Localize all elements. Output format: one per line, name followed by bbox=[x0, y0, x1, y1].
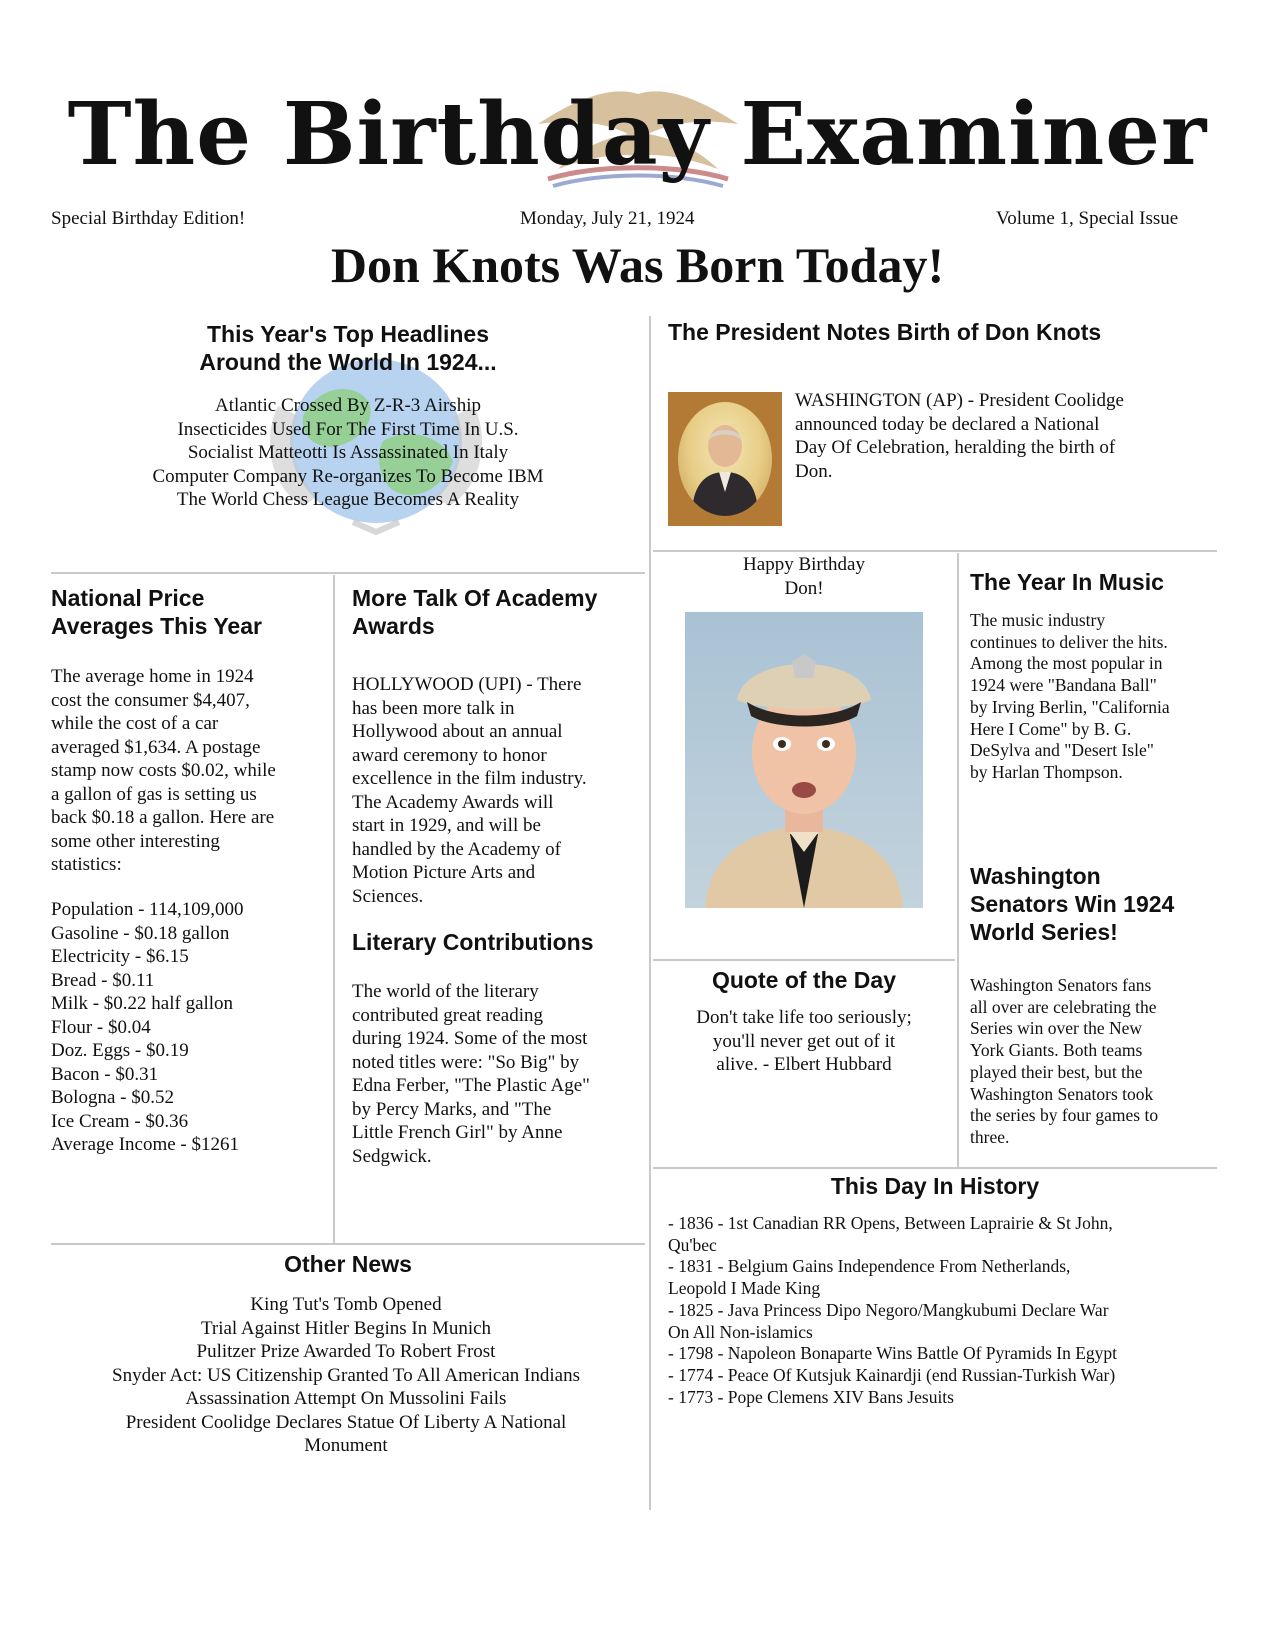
caption-line: Happy Birthday bbox=[743, 554, 865, 575]
quote-line: you'll never get out of it bbox=[712, 1030, 896, 1052]
issue-date: Monday, July 21, 1924 bbox=[520, 208, 695, 229]
headline-item: The World Chess League Becomes A Reality bbox=[176, 489, 520, 510]
section-divider bbox=[653, 1167, 1217, 1169]
top-headlines-heading-line: Around the World In 1924... bbox=[199, 349, 497, 375]
article-line: York Giants. Both teams bbox=[970, 1040, 1143, 1061]
article-line: excellence in the film industry. bbox=[352, 768, 587, 789]
news-item: Monument bbox=[304, 1435, 388, 1456]
history-line: - 1831 - Belgium Gains Independence From Netherlands, bbox=[668, 1256, 1071, 1277]
prices-intro bbox=[51, 665, 331, 877]
article-line: The Academy Awards will bbox=[352, 791, 554, 813]
quote-text bbox=[653, 1006, 955, 1077]
article-line: The average home in 1924 bbox=[51, 666, 254, 687]
article-line: The music industry bbox=[970, 610, 1106, 630]
article-line: Don. bbox=[795, 460, 833, 482]
article-line: Washington Senators took bbox=[970, 1083, 1154, 1104]
coolidge-portrait bbox=[668, 392, 782, 526]
senators-article bbox=[970, 975, 1225, 1149]
stat-item: Electricity - $6.15 bbox=[51, 946, 189, 967]
quote-line: Don't take life too seriously; bbox=[696, 1007, 912, 1028]
article-line: Hollywood about an annual bbox=[352, 721, 563, 742]
article-line: stamp now costs $0.02, while bbox=[51, 760, 276, 781]
article-line: Edna Ferber, "The Plastic Age" bbox=[352, 1075, 590, 1096]
news-item: Assassination Attempt On Mussolini Fails bbox=[185, 1388, 507, 1409]
article-line: the series by four games to bbox=[970, 1105, 1159, 1126]
news-item: King Tut's Tomb Opened bbox=[250, 1294, 442, 1315]
president-article bbox=[795, 389, 1215, 483]
masthead-title: The Birthday Examiner bbox=[67, 84, 1208, 185]
history-line: Qu'bec bbox=[668, 1234, 717, 1255]
stat-item: Flour - $0.04 bbox=[51, 1016, 151, 1038]
history-list bbox=[668, 1213, 1228, 1408]
news-item: Snyder Act: US Citizenship Granted To All American Indians bbox=[112, 1364, 580, 1386]
article-line: Among the most popular in bbox=[970, 653, 1163, 674]
stat-item: Gasoline - $0.18 gallon bbox=[51, 922, 230, 944]
stat-item: Bacon - $0.31 bbox=[51, 1063, 159, 1085]
article-line: Sedgwick. bbox=[352, 1145, 432, 1167]
article-line: Here I Come" by B. G. bbox=[970, 718, 1132, 739]
article-line: contributed great reading bbox=[352, 1004, 543, 1026]
photo-caption bbox=[653, 553, 955, 600]
article-line: handled by the Academy of bbox=[352, 838, 561, 860]
article-line: 1924 were "Bandana Ball" bbox=[970, 675, 1157, 696]
senators-heading-line: Washington bbox=[970, 863, 1101, 889]
article-line: announced today be declared a National bbox=[795, 413, 1100, 435]
column-divider bbox=[333, 575, 335, 1245]
stat-item: Ice Cream - $0.36 bbox=[51, 1110, 189, 1132]
history-line: - 1836 - 1st Canadian RR Opens, Between Laprairie & St John, bbox=[668, 1213, 1113, 1233]
stat-item: Population - 114,109,000 bbox=[51, 899, 244, 920]
article-line: averaged $1,634. A postage bbox=[51, 736, 261, 758]
article-line: while the cost of a car bbox=[51, 713, 219, 734]
article-line: by Harlan Thompson. bbox=[970, 761, 1123, 782]
music-article bbox=[970, 610, 1225, 784]
article-line: Washington Senators fans bbox=[970, 975, 1152, 995]
article-line: three. bbox=[970, 1126, 1010, 1147]
article-line: Sciences. bbox=[352, 885, 424, 907]
news-item: Pulitzer Prize Awarded To Robert Frost bbox=[196, 1341, 496, 1362]
history-line: - 1825 - Java Princess Dipo Negoro/Mangkubumi Declare War bbox=[668, 1299, 1109, 1320]
top-headlines-list bbox=[51, 394, 645, 512]
quote-heading: Quote of the Day bbox=[711, 967, 896, 993]
article-line: a gallon of gas is setting us bbox=[51, 783, 257, 805]
volume-label: Volume 1, Special Issue bbox=[996, 208, 1179, 229]
main-headline: Don Knots Was Born Today! bbox=[330, 237, 945, 293]
history-heading: This Day In History bbox=[830, 1173, 1040, 1199]
article-line: statistics: bbox=[51, 854, 122, 875]
top-headlines-heading bbox=[51, 320, 645, 376]
article-line: all over are celebrating the bbox=[970, 996, 1157, 1017]
section-divider bbox=[51, 572, 645, 574]
stat-item: Bread - $0.11 bbox=[51, 969, 155, 991]
literary-article bbox=[352, 980, 642, 1168]
edition-label: Special Birthday Edition! bbox=[51, 208, 246, 229]
headline-item: Insecticides Used For The First Time In U.S. bbox=[177, 418, 519, 440]
article-line: continues to deliver the hits. bbox=[970, 631, 1168, 652]
prices-heading bbox=[51, 584, 262, 640]
headline-item: Atlantic Crossed By Z-R-3 Airship bbox=[215, 395, 481, 416]
article-line: DeSylva and "Desert Isle" bbox=[970, 740, 1154, 761]
article-line: back $0.18 a gallon. Here are bbox=[51, 807, 275, 828]
prices-stats bbox=[51, 898, 331, 1157]
academy-heading bbox=[352, 584, 597, 640]
news-item: Trial Against Hitler Begins In Munich bbox=[200, 1317, 492, 1339]
quote-line: alive. - Elbert Hubbard bbox=[716, 1054, 892, 1075]
article-line: cost the consumer $4,407, bbox=[51, 689, 250, 711]
news-item: President Coolidge Declares Statue Of Liberty A National bbox=[125, 1411, 567, 1433]
stat-item: Milk - $0.22 half gallon bbox=[51, 993, 234, 1014]
article-line: Motion Picture Arts and bbox=[352, 862, 536, 883]
article-line: The world of the literary bbox=[352, 981, 539, 1002]
caption-line: Don! bbox=[784, 577, 824, 599]
article-line: Day Of Celebration, heralding the birth of bbox=[795, 437, 1116, 458]
senators-heading bbox=[970, 862, 1174, 946]
headline-item: Socialist Matteotti Is Assassinated In Italy bbox=[187, 442, 509, 463]
section-divider bbox=[653, 550, 1217, 552]
article-line: during 1924. Some of the most bbox=[352, 1028, 588, 1049]
academy-heading-line: More Talk Of Academy bbox=[352, 585, 598, 611]
article-line: played their best, but the bbox=[970, 1061, 1143, 1082]
music-heading: The Year In Music bbox=[970, 569, 1164, 595]
column-divider bbox=[957, 553, 959, 1167]
article-line: by Irving Berlin, "California bbox=[970, 696, 1170, 717]
prices-heading-line: Averages This Year bbox=[51, 613, 262, 639]
senators-heading-line: Senators Win 1924 bbox=[970, 891, 1175, 917]
article-line: noted titles were: "So Big" by bbox=[352, 1051, 580, 1073]
stat-item: Bologna - $0.52 bbox=[51, 1087, 174, 1108]
history-line: - 1798 - Napoleon Bonaparte Wins Battle Of Pyramids In Egypt bbox=[668, 1343, 1118, 1364]
article-line: Series win over the New bbox=[970, 1018, 1143, 1039]
history-line: On All Non-islamics bbox=[668, 1321, 813, 1342]
article-line: award ceremony to honor bbox=[352, 744, 547, 766]
history-line: - 1773 - Pope Clemens XIV Bans Jesuits bbox=[668, 1386, 954, 1407]
president-heading: The President Notes Birth of Don Knots bbox=[668, 319, 1102, 345]
prices-heading-line: National Price bbox=[51, 585, 205, 611]
senators-heading-line: World Series! bbox=[970, 919, 1118, 945]
stat-item: Average Income - $1261 bbox=[51, 1134, 239, 1155]
other-news-list bbox=[40, 1293, 652, 1458]
article-line: by Percy Marks, and "The bbox=[352, 1098, 552, 1120]
top-headlines-heading-line: This Year's Top Headlines bbox=[207, 321, 489, 347]
article-line: HOLLYWOOD (UPI) - There bbox=[352, 674, 582, 695]
article-line: some other interesting bbox=[51, 830, 220, 852]
literary-heading: Literary Contributions bbox=[352, 929, 594, 955]
stat-item: Doz. Eggs - $0.19 bbox=[51, 1040, 189, 1061]
section-divider bbox=[51, 1243, 645, 1245]
other-news-heading: Other News bbox=[284, 1251, 412, 1277]
academy-heading-line: Awards bbox=[352, 613, 435, 639]
article-line: Little French Girl" by Anne bbox=[352, 1122, 563, 1143]
academy-article bbox=[352, 673, 642, 908]
history-line: Leopold I Made King bbox=[668, 1278, 821, 1299]
article-line: start in 1929, and will be bbox=[352, 815, 541, 836]
history-line: - 1774 - Peace Of Kutsjuk Kainardji (end Russian-Turkish War) bbox=[668, 1364, 1116, 1385]
section-divider bbox=[653, 959, 955, 961]
article-line: has been more talk in bbox=[352, 697, 515, 719]
don-knotts-photo bbox=[685, 612, 923, 908]
article-line: WASHINGTON (AP) - President Coolidge bbox=[795, 390, 1124, 411]
headline-item: Computer Company Re-organizes To Become IBM bbox=[152, 465, 544, 487]
